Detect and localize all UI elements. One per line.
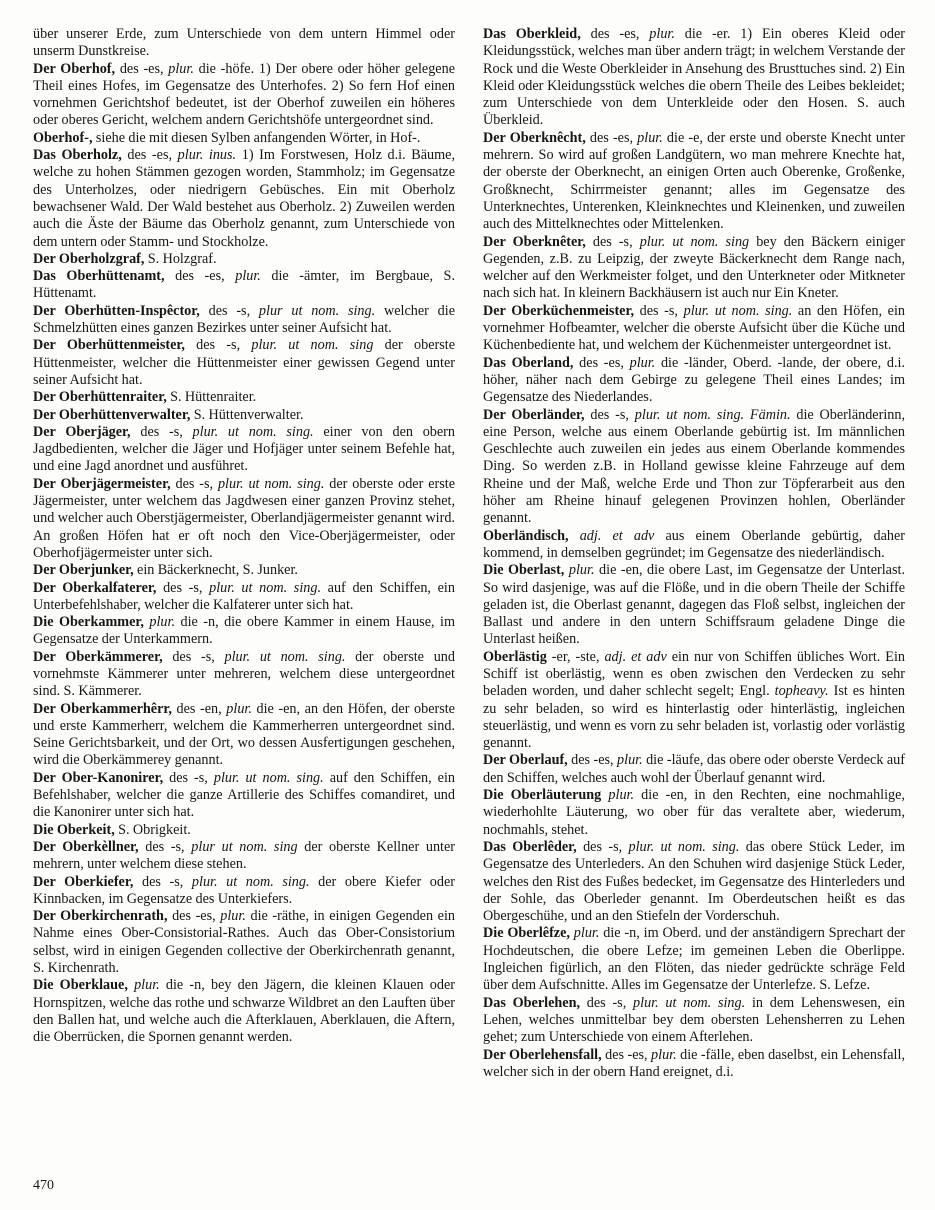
entry-headword: Der Oberjägermeister,	[33, 475, 171, 492]
entry-text: auf den Schiffen, ein Unterbefehlshaber, welcher die Kalfaterer unter sich hat.	[33, 579, 455, 613]
entry-text: der oberste und vornehmste Kämmerer unter mehreren, welchem diese untergeordnet sind. S. Kämmerer.	[33, 648, 455, 700]
entry-text: welcher die Schmelzhütten eines ganzen Bezirkes unter seiner Aufsicht hat.	[33, 302, 455, 337]
entry-headword: Der Oberholzgraf,	[33, 250, 145, 267]
entry-headword: Der Oberhüttenmeister,	[33, 337, 185, 354]
entry-headword: Der Oberkiefer,	[33, 873, 134, 890]
entry-text: des -es,	[167, 908, 221, 925]
entry-text: des -s,	[580, 994, 634, 1011]
dictionary-entry	[483, 528, 905, 563]
entry-text: aus einem Oberlande gebürtig, daher kommend, in demselben gegründet; im Gegensatze des niederländisch.	[483, 527, 906, 561]
entry-text: des -s,	[156, 579, 210, 596]
text-columns	[33, 26, 905, 1081]
dictionary-entry	[33, 147, 455, 251]
entry-text: des -es,	[573, 354, 630, 371]
entry-text: des -s,	[184, 337, 252, 354]
entry-text: des -s,	[133, 873, 192, 890]
entry-text: S. Hüttenraiter.	[166, 389, 257, 406]
entry-text: plur.	[573, 925, 600, 942]
entry-text: plur. ut nom. sing.	[192, 423, 314, 440]
dictionary-entry	[33, 26, 455, 61]
entry-text: der oberste Kellner unter mehrern, unter welchem diese stehen.	[33, 838, 456, 873]
entry-text: Ist es hinten zu sehr beladen, so wird es hinterlastig oder hinterlästig, ingleichen steuerlästig, und wenn es vorn zu sehr beladen ist, vorlastig oder vorlästig genannt.	[483, 683, 905, 752]
dictionary-entry	[483, 130, 905, 234]
entry-headword: Der Oberländer,	[483, 406, 585, 423]
entry-text: S. Holzgraf.	[144, 250, 217, 267]
entry-text: plur. ut nom. sing.	[633, 994, 746, 1011]
dictionary-entry	[483, 649, 905, 753]
dictionary-entry	[33, 614, 455, 649]
entry-text: plur.	[168, 60, 194, 77]
entry-text: des -es,	[567, 752, 618, 769]
entry-text: plur.	[220, 908, 246, 925]
entry-text: adj. et adv	[579, 527, 655, 544]
entry-text: die -höfe. 1) Der obere oder höher gelegene Theil eines Hofes, im Gegensatze des Unterhofes. 2) So fern Hof einen vornehmen Gerichtshof bedeutet, ist der Oberhof zuweilen ein höheres oder oberes Gericht, welchem andern Gerichtshöfe untergeordnet sind.	[33, 60, 455, 129]
entry-headword: Der Oberhüttenraiter,	[33, 389, 167, 406]
entry-text: des -es,	[585, 129, 638, 146]
dictionary-entry	[33, 389, 455, 406]
entry-text: plur.	[226, 700, 252, 717]
dictionary-entry	[483, 925, 905, 994]
entry-text: plur. ut nom. sing.	[217, 475, 325, 492]
dictionary-entry	[483, 1047, 905, 1082]
entry-text: plur. ut nom. sing.	[209, 579, 321, 596]
entry-text: plur ut nom. sing.	[258, 302, 376, 319]
entry-text: plur. ut nom. sing.	[191, 873, 310, 890]
entry-text: plur. ut nom. sing.	[683, 302, 793, 319]
left-column	[33, 26, 455, 1081]
dictionary-entry	[483, 303, 905, 355]
entry-headword: Der Oberkalfaterer,	[33, 579, 157, 596]
dictionary-entry	[33, 701, 455, 770]
entry-text: die -länder, Oberd. -lande, der obere, d.i. höher, näher nach dem Gebirge zu gelegene Theil eines Landes; im Gegensatze des Niederlandes.	[483, 354, 905, 406]
entry-text: die -fälle, eben daselbst, ein Lehensfall, welcher sich in der obern Hand ereignet, d.i.	[483, 1046, 905, 1080]
entry-headword: Oberlästig	[483, 648, 547, 665]
entry-text: die -e, der erste und oberste Knecht unter mehrern. So wird auf großen Landgütern, wo man mehrere Knechte hat, der oberste der Oberknecht, an einigen Orten auch Oberenke, Großenke, Großknecht, Schirrmeister genannt; alles im Gegensatze des Unterknechtes, Unterenken, Kleinknechtes und Kleinenken, und zuweilen auch des Mittelknechtes oder Mittelenken.	[483, 129, 905, 233]
dictionary-entry	[483, 355, 905, 407]
entry-headword: Das Oberholz,	[33, 147, 122, 164]
dictionary-entry	[483, 752, 905, 787]
entry-text: die -en, an den Höfen, der oberste und erste Kammerherr, welchem die Kammerherren untergeordnet sind. Seine Gerichtsbarkeit, und der Ort, wo dessen Ausfertigungen geschehen, wird die Oberkämmerey genannt.	[33, 700, 455, 769]
entry-text: topheavy.	[774, 683, 829, 700]
entry-text: an den Höfen, ein vornehmer Hofbeamter, welcher die oberste Aufsicht über die Küche und Küchenbediente hat, und welchem der Küchenmeister untergeordnet ist.	[483, 302, 906, 354]
entry-headword: Der Oberkämmerer,	[33, 648, 163, 665]
entry-headword: Der Oberknêcht,	[483, 129, 586, 146]
dictionary-entry	[33, 580, 455, 615]
entry-text: über unserer Erde, zum Unterschiede von dem untern Himmel oder unserm Dunstkreise.	[33, 26, 455, 60]
entry-text: des -s,	[199, 302, 259, 319]
entry-text: Fämin.	[744, 406, 791, 423]
entry-text: die -en, in den Rechten, eine nochmahlige, wiederhohlte Läuterung, wo ober für das veraltete aber, wiederum, nochmahls, stehet.	[483, 787, 905, 838]
dictionary-entry	[33, 839, 455, 874]
dictionary-entry	[483, 839, 905, 925]
entry-headword: Die Oberläuterung	[483, 787, 602, 804]
entry-text: der oberste Hüttenmeister, welcher die Hüttenmeister einer gewissen Gegend unter seiner Aufsicht hat.	[33, 337, 456, 388]
entry-headword: Der Oberkèllner,	[33, 838, 139, 855]
dictionary-entry	[33, 407, 455, 424]
entry-text: des -es,	[121, 147, 178, 164]
entry-text: plur.	[649, 26, 675, 42]
dictionary-entry	[33, 268, 455, 303]
dictionary-entry	[33, 562, 455, 579]
entry-text: die -er. 1) Ein oberes Kleid oder Kleidungsstück, welches man über andern trägt; in welchem Verstande der Rock und die Weste Oberkleider in Ansehung des Brusttuches sind. 2) Ein Kleid oder Kleidungsstück welches die obern Theile des Leibes bekleidet; zum Unterschiede von dem Unterkleide oder den Hosen. S. auch Überkleid.	[483, 26, 905, 129]
entry-text: plur.	[617, 752, 643, 769]
entry-text: des -en,	[171, 700, 227, 717]
entry-headword: Das Oberkleid,	[483, 26, 581, 42]
dictionary-entry	[33, 61, 455, 130]
entry-text: die -n, im Oberd. und der anständigern Sprechart der Hochdeutschen, die obere Lefze; im gemeinen Leben die Oberlippe. Ingleichen figürlich, an den Flöten, das nieder gedrückte schräge Feld über dem Aufschnitte. Alles im Gegensatze der Unterlefze. S. Lefze.	[483, 925, 905, 994]
entry-text: ein nur von Schiffen übliches Wort. Ein Schiff ist oberlästig, wenn es oben zwischen den Verdecken zu sehr beladen worden, und daher schlecht segelt; Engl.	[483, 648, 906, 700]
entry-headword: Das Oberlêder,	[483, 838, 577, 855]
entry-text: plur. ut nom. sing	[639, 233, 750, 250]
entry-text: des -s,	[138, 838, 192, 855]
entry-headword: Der Oberlauf,	[483, 752, 568, 769]
entry-headword: Der Oberjunker,	[33, 562, 134, 579]
entry-text: siehe die mit diesen Sylben anfangenden Wörter, in Hof-.	[92, 129, 421, 146]
entry-text: des -s,	[634, 302, 684, 319]
entry-headword: Oberländisch,	[483, 527, 569, 544]
entry-text: die -n, die obere Kammer in einem Hause, im Gegensatze der Unterkammern.	[33, 614, 455, 648]
entry-text: die -n, bey den Jägern, die kleinen Klauen oder Hornspitzen, welche das rothe und schwarze Wildbret an den Lauften über den Ballen hat, und welche auch die Afterklauen, Aberklauen, die Aftern, die Oberrücken, die Spornen genannt werden.	[33, 977, 455, 1046]
entry-text: das obere Stück Leder, im Gegensatze des Unterleders. An den Schuhen wird dasjenige Stück Leder, welches den Rist des Fußes bedecket, im Gegensatze des Hinterleders und der Sohle, das Oberleder genannt. Im Oberdeutschen heißt es das Obergeschühe, und an den Stiefeln der Vorderschuh.	[483, 838, 905, 925]
dictionary-entry	[483, 562, 905, 648]
entry-text: die -ämter, im Bergbaue, S. Hüttenamt.	[33, 268, 455, 302]
dictionary-entry	[483, 995, 905, 1047]
right-column	[483, 26, 905, 1081]
entry-text: plur.	[134, 977, 160, 994]
entry-text: die -läufe, das obere oder oberste Verdeck auf den Schiffen, welches auch wohl der Überlauf genannt wird.	[483, 752, 905, 786]
entry-text: S. Hüttenverwalter.	[190, 406, 304, 423]
entry-headword: Oberhof-,	[33, 129, 93, 146]
entry-text: des -es,	[601, 1046, 652, 1063]
entry-headword: Der Ober-Kanonirer,	[33, 769, 164, 786]
dictionary-entry	[483, 407, 905, 528]
entry-text: bey den Bäckern einiger Gegenden, z.B. zu Leipzig, der zweyte Bäckerknecht dem Range nach, welcher auf den Werkmeister folget, und den Unterkneter oder Mitkneter nach sich hat. In kleinern Backhäusern ist auch nur Ein Kneter.	[483, 233, 906, 302]
entry-text: des -es,	[580, 26, 650, 42]
entry-text: der obere Kiefer oder Kinnbacken, im Gegensatze des Unterkiefers.	[33, 873, 455, 907]
entry-text: des -es,	[115, 60, 169, 77]
entry-text: des -s,	[162, 648, 225, 665]
entry-text: plur. ut nom. sing.	[634, 406, 745, 423]
entry-headword: Der Oberknêter,	[483, 233, 586, 250]
entry-text: plur.	[149, 614, 176, 631]
entry-text: plur.	[651, 1046, 677, 1063]
entry-headword: Der Oberhof,	[33, 60, 116, 77]
entry-text: S. Obrigkeit.	[114, 821, 191, 838]
dictionary-entry	[33, 908, 455, 977]
entry-headword: Die Oberlast,	[483, 562, 565, 579]
entry-text: adj. et adv	[604, 648, 667, 665]
entry-text: die Oberländerinn, eine Person, welche aus einem Oberlande gebürtig ist. Im männlichen Geschlechte auch zuweilen ein jedes aus einem Oberlande kommendes Ding. So werden z.B. in Holland gewisse kleine Fahrzeuge auf dem Rheine und der Maß, welche Erde und Thon zur Töpferarbeit aus den höher am Rheine hinauf gelegenen Provinzen hohlen, Oberländer genannt.	[483, 406, 906, 527]
entry-text: in dem Lehenswesen, ein Lehen, welches unmittelbar bey dem obersten Lehensherren zu Lehen gehet; zum Unterschiede von einem Afterlehen.	[483, 994, 906, 1046]
entry-text: des -s,	[163, 769, 214, 786]
entry-text	[569, 528, 580, 544]
entry-headword: Das Oberlehen,	[483, 994, 581, 1011]
entry-text: einer von den obern Jagdbedienten, welcher die Jäger und Hofjäger unter seinem Befehle hat, und eine Jagd anordnet und ausführet.	[33, 423, 455, 475]
entry-text: plur.	[629, 354, 656, 371]
dictionary-entry	[33, 424, 455, 476]
entry-text: plur. ut nom. sing	[251, 337, 374, 354]
entry-text: der oberste oder erste Jägermeister, unter welchem das Jagdwesen einer ganzen Provinz stehet, und welcher auch Oberstjägermeister, Oberlandjägermeister genannt wird. An großen Höfen hat er oft noch den Vice-Oberjägermeister, oder Oberhofjägermeister unter sich.	[33, 475, 455, 561]
entry-text: plur. ut nom. sing.	[213, 769, 324, 786]
entry-text: ein Bäckerknecht, S. Junker.	[133, 562, 298, 579]
entry-headword: Die Oberklaue,	[33, 977, 128, 994]
entry-text: des -s,	[576, 838, 629, 855]
entry-headword: Der Oberkirchenrath,	[33, 908, 168, 925]
entry-headword: Der Oberhütten-Inspêctor,	[33, 302, 200, 319]
entry-text: plur.	[568, 562, 595, 579]
dictionary-entry	[33, 649, 455, 701]
entry-text: 1) Im Forstwesen, Holz d.i. Bäume, welche zu hohen Stämmen gezogen worden, Stammholz; im Gegensatze des Unterholzes, oder niedrigern Gebüsches. Ein mit Oberholz bewachsener Wald. Der Wald bestehet aus Oberholz. 2) Zuweilen werden auch die Äste der Bäume das Oberholz genannt, zum Unterschiede von dem untern oder Stamm- und Stockholze.	[33, 147, 456, 250]
entry-text: plur.	[608, 787, 635, 804]
entry-headword: Der Oberjäger,	[33, 423, 131, 440]
dictionary-entry	[33, 337, 455, 389]
page-number: 470	[33, 1178, 54, 1193]
dictionary-entry	[33, 822, 455, 839]
entry-headword: Der Oberlehensfall,	[483, 1046, 602, 1063]
entry-text: die -en, die obere Last, im Gegensatze der Unterlast. So wird dasjenige, was auf die Flöße, und in die obern Theile der Schiffe geladen ist, die Oberlast genannt, dagegen das Floß selbst, ingleichen der Ballast und andere in den untern Schiffsraum geladene Dinge die Unterlast heißen.	[483, 562, 905, 648]
entry-headword: Die Oberlêfze,	[483, 925, 570, 942]
entry-text: plur. ut nom. sing.	[224, 648, 346, 665]
entry-headword: Die Oberkeit,	[33, 821, 115, 838]
dictionary-entry	[33, 977, 455, 1046]
entry-headword: Das Oberhüttenamt,	[33, 268, 165, 285]
entry-text: auf den Schiffen, ein Befehlshaber, welcher die ganze Artillerie des Schiffes comandiret, und die Kanonirer unter sich hat.	[33, 769, 455, 821]
entry-text: des -s,	[585, 233, 640, 250]
entry-headword: Das Oberland,	[483, 354, 574, 371]
entry-headword: Der Oberküchenmeister,	[483, 302, 635, 319]
entry-text: plur.	[235, 268, 261, 285]
entry-text: plur. inus.	[177, 147, 237, 164]
dictionary-entry	[33, 770, 455, 822]
entry-text: des -es,	[164, 268, 236, 285]
entry-text: plur ut nom. sing	[191, 838, 298, 855]
entry-text: des -s,	[170, 475, 218, 492]
dictionary-entry	[33, 476, 455, 562]
dictionary-entry	[33, 303, 455, 338]
entry-text: plur. ut nom. sing.	[628, 838, 740, 855]
entry-headword: Der Oberhüttenverwalter,	[33, 406, 191, 423]
dictionary-entry	[33, 874, 455, 909]
entry-text: -er, -ste,	[546, 648, 605, 665]
dictionary-entry	[483, 234, 905, 303]
entry-text: des -s,	[130, 423, 193, 440]
entry-text: die -räthe, in einigen Gegenden ein Nahme eines Ober-Consistorial-Rathes. Auch das Ober-Consistorium selbst, wird in einigen Gegenden collective der Oberkirchenrath genannt, S. Kirchenrath.	[33, 908, 455, 977]
dictionary-entry	[33, 251, 455, 268]
entry-headword: Der Oberkammerhêrr,	[33, 700, 172, 717]
dictionary-entry	[33, 130, 455, 147]
entry-text: des -s,	[584, 406, 635, 423]
entry-headword: Die Oberkammer,	[33, 614, 144, 631]
entry-text: plur.	[637, 129, 663, 146]
dictionary-entry	[483, 26, 905, 130]
dictionary-entry	[483, 787, 905, 839]
